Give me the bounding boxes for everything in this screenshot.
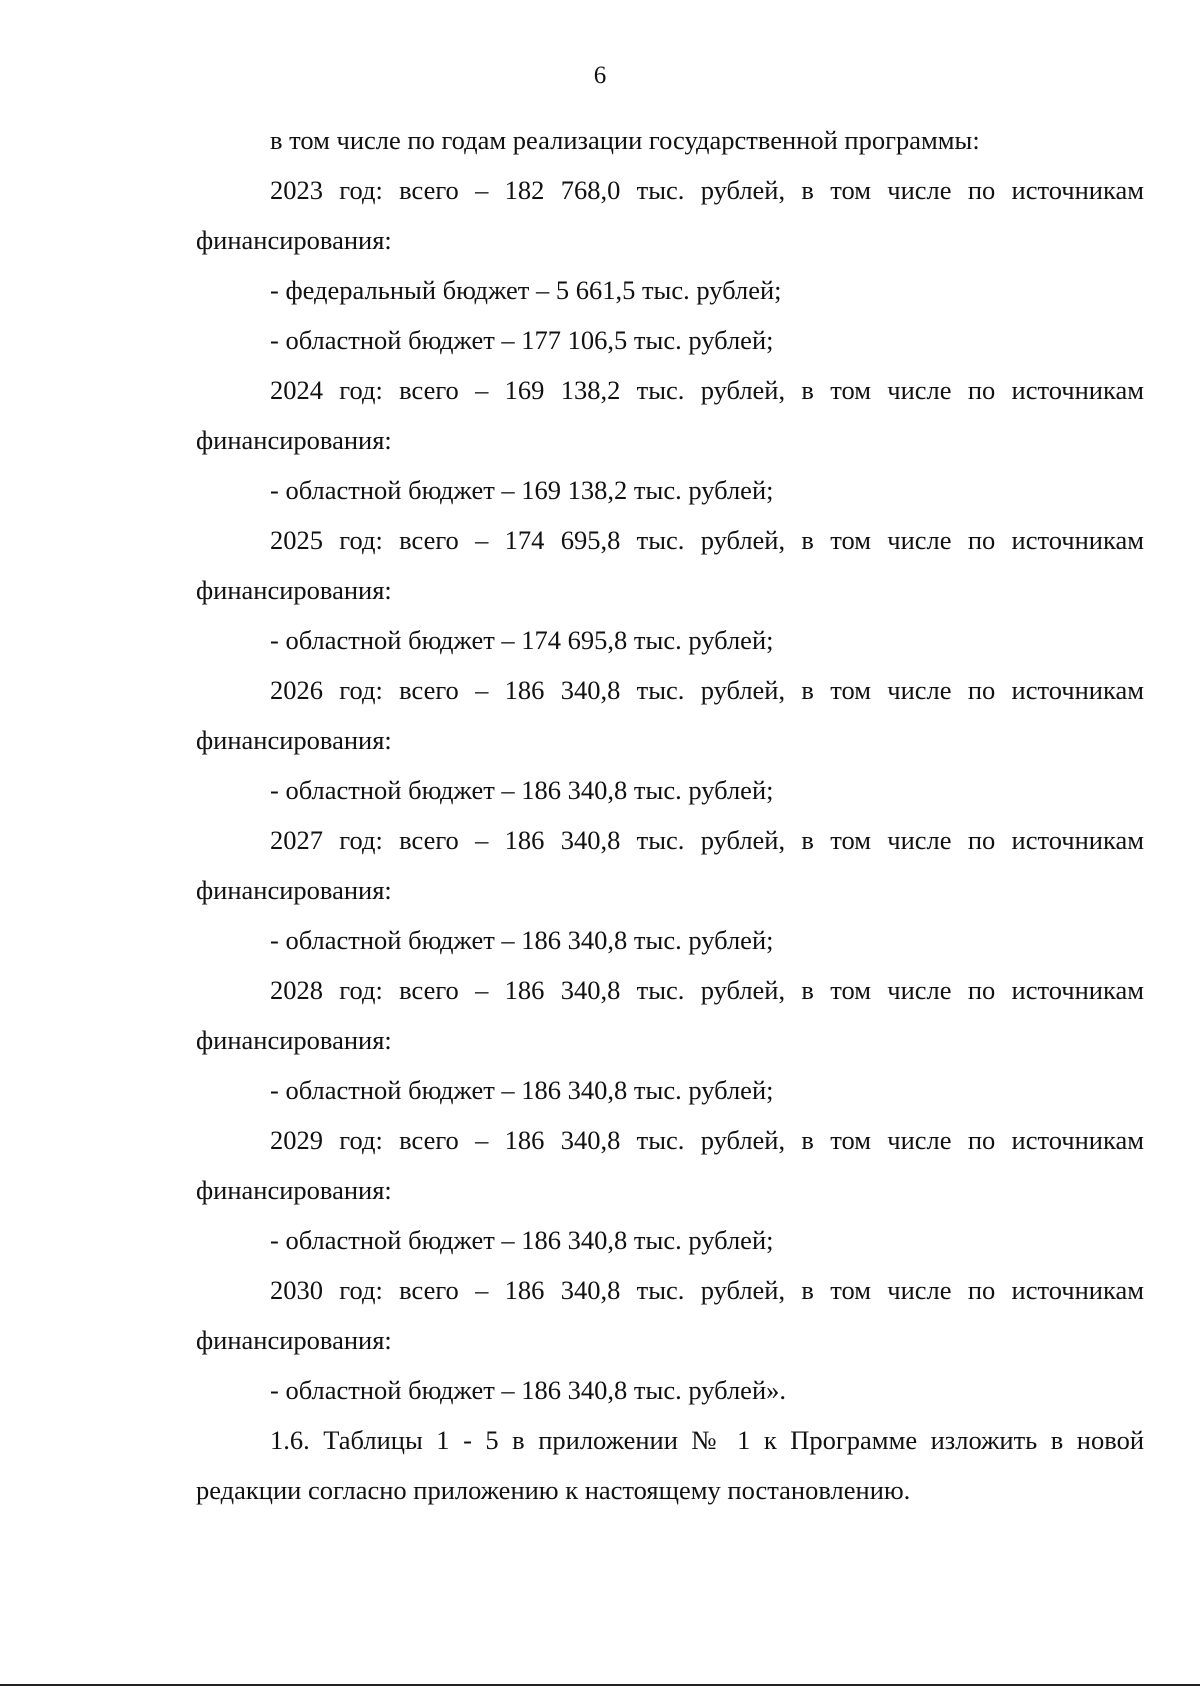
paragraph-year-2025: 2025 год: всего – 174 695,8 тыс. рублей, в том числе по источникам финансирования: (196, 525, 1144, 605)
paragraph-regional-budget-2026: - областной бюджет – 186 340,8 тыс. рублей; (270, 775, 774, 805)
paragraph-year-2024: 2024 год: всего – 169 138,2 тыс. рублей, в том числе по источникам финансирования: (196, 375, 1144, 455)
paragraph-regional-budget-2025: - областной бюджет – 174 695,8 тыс. рублей; (270, 625, 774, 655)
paragraph-regional-budget-2029: - областной бюджет – 186 340,8 тыс. рублей; (270, 1225, 774, 1255)
page-number: 6 (593, 62, 607, 89)
paragraph-federal-budget-2023: - федеральный бюджет – 5 661,5 тыс. рублей; (270, 275, 782, 305)
paragraph-regional-budget-2027: - областной бюджет – 186 340,8 тыс. рублей; (270, 925, 774, 955)
paragraph-year-2026: 2026 год: всего – 186 340,8 тыс. рублей, в том числе по источникам финансирования: (196, 675, 1144, 755)
paragraph-regional-budget-2030: - областной бюджет – 186 340,8 тыс. рублей». (270, 1375, 786, 1405)
paragraph-year-2028: 2028 год: всего – 186 340,8 тыс. рублей, в том числе по источникам финансирования: (196, 975, 1144, 1055)
paragraph-year-2027: 2027 год: всего – 186 340,8 тыс. рублей, в том числе по источникам финансирования: (196, 825, 1144, 905)
paragraph-regional-budget-2024: - областной бюджет – 169 138,2 тыс. рублей; (270, 475, 774, 505)
paragraph-intro: в том числе по годам реализации государственной программы: (270, 125, 980, 155)
document-body (196, 115, 1144, 1515)
bottom-rule (0, 1684, 1200, 1686)
paragraph-regional-budget-2028: - областной бюджет – 186 340,8 тыс. рублей; (270, 1075, 774, 1105)
paragraph-regional-budget-2023: - областной бюджет – 177 106,5 тыс. рублей; (270, 325, 774, 355)
paragraph-item-1-6: 1.6. Таблицы 1 - 5 в приложении № 1 к Программе изложить в новой редакции согласно приложению к настоящему постановлению. (196, 1425, 1144, 1505)
paragraph-year-2029: 2029 год: всего – 186 340,8 тыс. рублей, в том числе по источникам финансирования: (196, 1125, 1144, 1205)
paragraph-year-2023: 2023 год: всего – 182 768,0 тыс. рублей, в том числе по источникам финансирования: (196, 175, 1144, 255)
paragraph-year-2030: 2030 год: всего – 186 340,8 тыс. рублей, в том числе по источникам финансирования: (196, 1275, 1144, 1355)
